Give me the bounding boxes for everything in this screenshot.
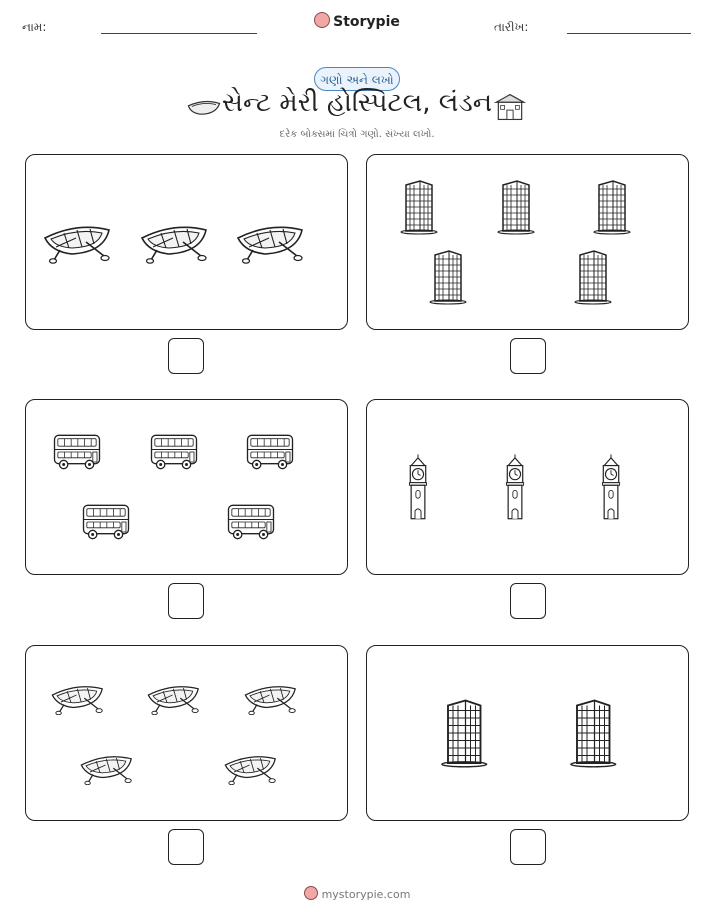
double-decker-bus-icon — [149, 432, 199, 476]
brand-name: Storypie — [333, 14, 400, 30]
count-panel-1-rowboats — [25, 154, 348, 330]
tower-building-icon — [591, 179, 631, 239]
answer-box-5[interactable] — [168, 829, 204, 865]
answer-box-2[interactable] — [510, 338, 546, 374]
rowboat-icon — [223, 751, 278, 789]
clock-tower-icon — [406, 450, 430, 528]
footer — [0, 886, 714, 901]
rowboat-icon — [79, 751, 134, 789]
answer-box-6[interactable] — [510, 829, 546, 865]
name-label: નામ: — [22, 20, 47, 34]
answer-box-1[interactable] — [168, 338, 204, 374]
count-panel-3-buses — [25, 399, 348, 575]
page-title: સેન્ટ મેરી હોસ્પિટલ, લંડન — [221, 88, 493, 118]
tower-building-icon — [495, 179, 535, 239]
answer-box-3[interactable] — [168, 583, 204, 619]
activity-badge: ગણો અને લખો — [314, 67, 400, 91]
clock-tower-icon — [599, 450, 623, 528]
name-line[interactable] — [101, 33, 257, 34]
hospital-icon — [494, 93, 526, 121]
footer-url[interactable]: mystorypie.com — [321, 888, 411, 901]
footer-logo-icon — [304, 886, 318, 900]
boat-icon — [186, 96, 222, 118]
answer-box-4[interactable] — [510, 583, 546, 619]
instruction-text: દરેક બોક્સમાં ચિત્રો ગણો. સંખ્યા લખો. — [279, 129, 435, 140]
double-decker-bus-icon — [245, 432, 295, 476]
rowboat-icon — [243, 681, 298, 719]
count-panel-5-rowboats — [25, 645, 348, 821]
count-panel-2-buildings — [366, 154, 689, 330]
count-panel-6-buildings — [366, 645, 689, 821]
tower-building-icon — [427, 249, 467, 309]
tower-building-icon — [398, 179, 438, 239]
rowboat-icon — [146, 681, 201, 719]
rowboat-icon — [50, 681, 105, 719]
double-decker-bus-icon — [226, 502, 276, 546]
tower-building-icon — [438, 698, 488, 772]
date-label: તારીખ: — [494, 20, 529, 34]
rowboat-icon — [235, 220, 305, 268]
clock-tower-icon — [503, 450, 527, 528]
tower-building-icon — [572, 249, 612, 309]
date-line[interactable] — [567, 33, 691, 34]
storypie-logo-icon — [314, 12, 330, 28]
brand-logo — [0, 12, 714, 30]
rowboat-icon — [139, 220, 209, 268]
double-decker-bus-icon — [81, 502, 131, 546]
rowboat-icon — [42, 220, 112, 268]
tower-building-icon — [567, 698, 617, 772]
double-decker-bus-icon — [52, 432, 102, 476]
count-panel-4-clock-towers — [366, 399, 689, 575]
